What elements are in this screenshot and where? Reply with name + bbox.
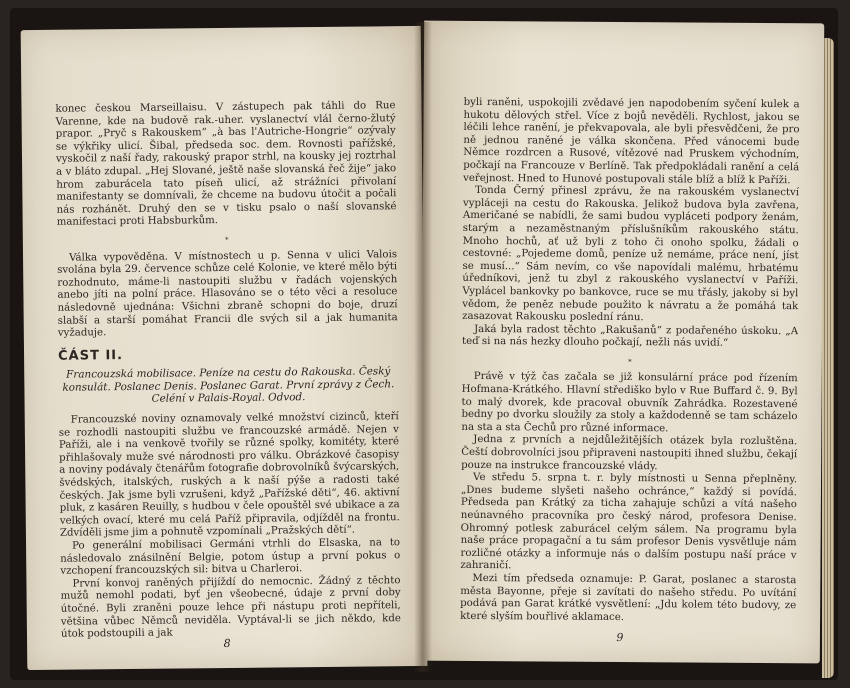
left-paragraph: konec českou Marseillaisu. V zástupech pak táhli do Rue Varenne, kde na budově rak.-uher. vyslanectví vlál černo-žlutý prapor. „Pryč s Rakouskem“ „à bas l'Autriche-Hongrie“ ozývaly se výkřiky ulicí. Šibal, předseda soc. dem. Rovnosti pařížské, vyskočil z naší řady, rakouský prapor strhl, na kousky jej roztrhal a v bláto zdupal. „Hej Slované, ještě naše slovanská řeč žije“ jako hrom zaburácela tato píseň ulicí, až strážníci přivolaní manifestanty se domnívali, že chceme na budovu útočit a počali nás rozhánět. Druhý den se v tisku psalo o naší slovanské manifestaci proti Habsburkům.	[55, 100, 397, 229]
right-paragraph: byli raněni, uspokojili zvědavé jen napodobením syčení kulek a hukotu dělových střel. Více z bojů nevěděli. Rychlost, jakou se léčili lehce ranění, je překvapovala, ale byli přesvědčeni, že pro ně jednou raněné je válka skončena. Před vánocemi bude Němce rozdrcen a Rusové, vítězové nad Pruskem východním, počkají na Francouze v Berlíně. Tak předpokládali ranění a celá veřejnost. Hned to Hunové postupovali stále blíž a blíž k Paříži.	[463, 96, 800, 186]
right-paragraph: Mezi tím předseda oznamuje: P. Garat, poslanec a starosta města Bayonne, přeje si zavítati do našeho středu. Po uvítání podává pan Garat krátké vysvětlení: „Jdu kolem této budovy, ze které slyším bouřlivé aklamace.	[460, 572, 797, 623]
left-paragraph: Po generální mobilisaci Germáni vtrhli do Elsaska, na to následovalo znásilnění Belgie, potom ústup a první pokus o vzchopení francouzských sil: bitva u Charleroi.	[60, 537, 401, 577]
section-separator: *	[628, 357, 632, 366]
section-separator: *	[225, 235, 229, 244]
part-heading: ČÁST II.	[57, 347, 124, 364]
left-page	[21, 26, 428, 670]
left-paragraph: První konvoj raněných přijíždí do nemocnic. Žádný z těchto mužů nemohl podati, byť jen všeobecné, údaje z první doby útočné. Byli zraněni pouze lehce při nástupu proti nepříteli, většina vůbec Němců neviděla. Vyptával-li se jich někdo, kde útok podstoupili a jak	[60, 574, 401, 640]
right-page	[420, 21, 824, 664]
right-paragraph: Ve středu 5. srpna t. r. byly místnosti u Senna přeplněny. „Dnes budeme slyšeti našeho ochránce,“ každý si povídá. Předseda pan Krátký za ticha zahajuje schůzi a vítá našeho neúnavného pracovníka pro český národ, profesora Denise. Ohromný potlesk zaburácel celým sálem. Na programu byla naše práce propagační a tu sám profesor Denis vysvětluje nám rozličné otázky a informuje nás o dalším postupu naší práce v zahraničí.	[460, 472, 798, 572]
page-number-right: 9	[616, 630, 624, 645]
part-subheading: Francouzská mobilisace. Peníze na cestu do Rakouska. Český konsulát. Poslanec Denis. Poslanec Garat. První zprávy z Čech. Celéní v Palais-Royal. Odvod.	[62, 365, 395, 406]
left-page-text	[55, 100, 401, 641]
right-paragraph: Právě v týž čas začala se již konsulární práce pod řízením Hofmana-Krátkého. Hlavní střediško bylo v Rue Buffard č. 9. Byl to malý dvorek, kde pracoval obuvník Zahrádka. Rozestavené bedny po dvorku sloužily za stoly a každodenně se tam scházelo na sta a sta Čechů pro různé informace.	[461, 371, 798, 435]
right-paragraph: Tonda Černý přinesl zprávu, že na rakouském vyslanectví vypláceji na cestu do Rakouska. Jelikož budova byla zavřena, Američané se nabídli, že sami budou vypláceti podpory ženám, starým a nezaměstnaným příslušníkům rakouského státu. Mnoho hochů, ať už byli z toho či onoho spolku, žádali o cestovné: „Pojedeme domů, peníze už nemáme, práce není, jíst se musí...“ Sám nevím, co vše napovídali malému, hrbatému úředníkovi, jenž tu zbyl z rakouského vyslanectví v Paříži. Vyplácel bankovky po bankovce, ruce se mu třásly, jakoby si byl vědom, že peněz nebude použito k návratu a že pomáhá tak zasazovat Rakousku poslední ránu.	[462, 185, 800, 324]
book-spine	[414, 22, 432, 672]
page-edges	[822, 38, 834, 678]
right-page-text	[460, 97, 800, 626]
right-paragraph: Jaká byla radost těchto „Rakušanů“ z podařeného úskoku. „A teď si na nás hezky dlouho počkají, nežli nás uvidí.“	[461, 323, 799, 350]
left-paragraph: Válka vypověděna. V místnostech u p. Senna v ulici Valois svolána byla 29. července schůze celé Kolonie, ve které mělo býti rozhodnuto, máme-li nastoupiti službu v řadách vojenských anebo jíti na polní práce. Hlasováno se o této věci a resoluce následovně ujednána: Všichni zbraně schopni do boje, druzí slabší a starší pomáhat Francii dle svých sil a jak humanita vyžaduje.	[57, 248, 398, 339]
right-paragraph: Jedna z prvních a nejdůležitějších otázek byla rozluštěna. Čeští dobrovolníci jsou připraveni nastoupiti ihned službu, čekají pouze na instrukce francouzské vlády.	[461, 434, 798, 472]
open-book	[10, 8, 838, 680]
page-number-left: 8	[223, 636, 231, 651]
left-paragraph: Francouzské noviny oznamovaly velké množství cizinců, kteří se rozhodli nastoupiti službu ve francouzské armádě. Nejen v Paříži, ale i na venkově tvořily se různé spolky, komitéty, které přihlašovaly muže své národnosti pro válku. Obrázkové časopisy a noviny podávaly čtenářům fotografie dobrovolníků švýcarských, švédských, italských, ruských a k naší pýše a radosti také českých. Jak jsme byli vzrušeni, když „Pařížské děti“, 46. aktivní pluk, z kasáren Reuilly, s hudbou v čele opouštěl své ubikace a za velkých ovací, které mu celá Paříž připravila, odjížděl na frontu. Zdvíděli jsme jim a pohnutě vzpomínali „Pražských dětí“.	[58, 411, 400, 540]
